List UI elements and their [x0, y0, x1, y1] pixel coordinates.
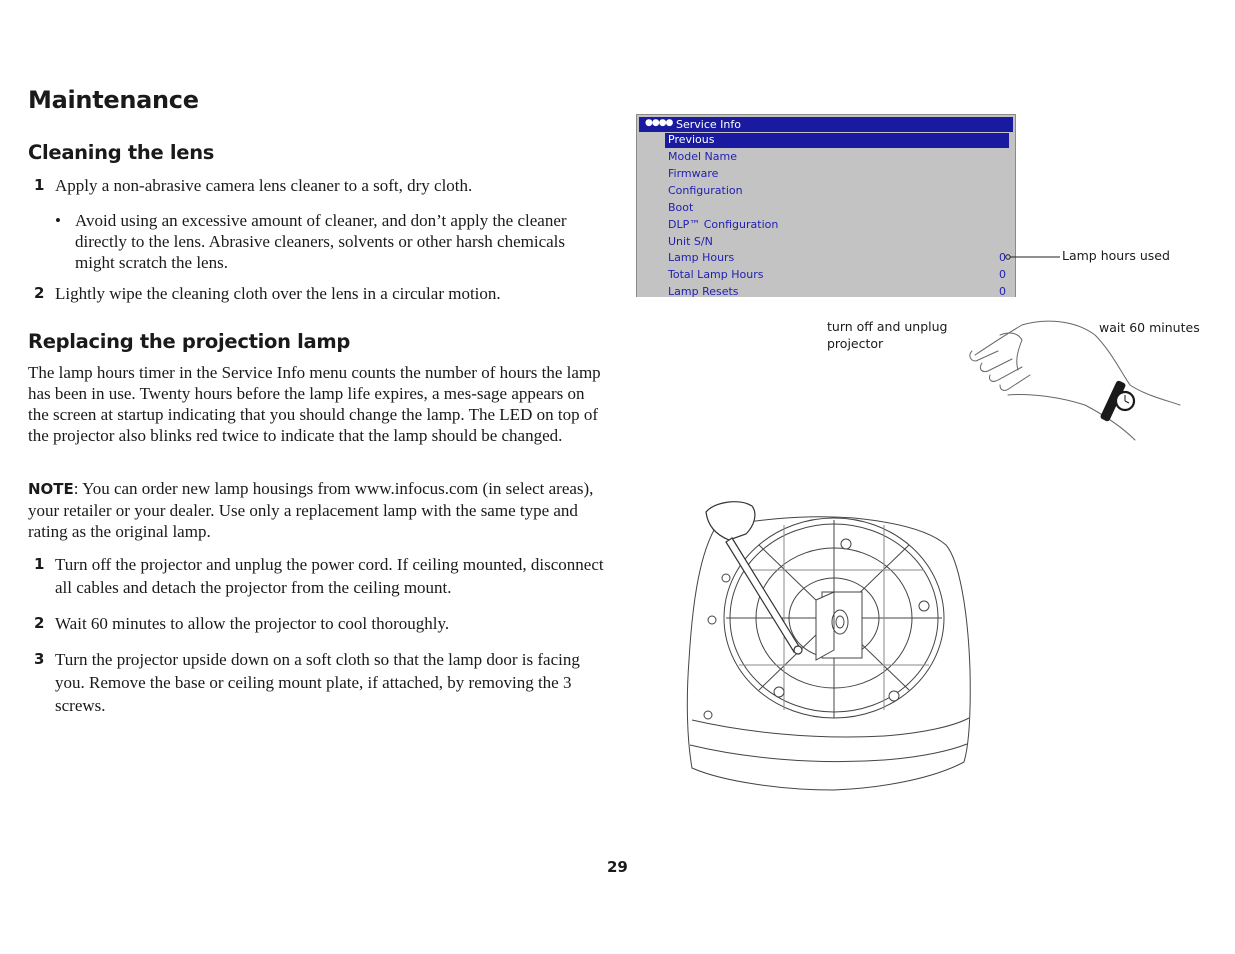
- section-title-lamp: Replacing the projection lamp: [28, 330, 351, 353]
- menu-dots-icon: ●●●●: [645, 118, 673, 128]
- watch-icon: [1100, 380, 1134, 422]
- step-text: Wait 60 minutes to allow the projector to cool thoroughly.: [55, 614, 450, 633]
- callout-turn-off: [827, 318, 947, 352]
- callout-line: projector: [827, 336, 884, 351]
- menu-item-label: Previous: [668, 133, 715, 146]
- step-text: Lightly wipe the cleaning cloth over the lens in a circular motion.: [55, 284, 501, 303]
- page-number: 29: [607, 858, 628, 876]
- menu-item-configuration: [667, 184, 1012, 199]
- menu-item-model-name: [667, 150, 1012, 165]
- menu-item-lamp-hours: [667, 251, 1012, 266]
- step-text: Apply a non-abrasive camera lens cleaner to a soft, dry cloth.: [55, 176, 473, 195]
- menu-item-label: Configuration: [668, 184, 743, 197]
- callout-lamp-hours-used: Lamp hours used: [1062, 248, 1170, 263]
- step-number: 1: [34, 176, 45, 194]
- menu-item-dlp-configuration: [667, 218, 1012, 233]
- menu-item-label: Total Lamp Hours: [668, 268, 764, 281]
- menu-item-lamp-resets: [667, 285, 1012, 297]
- menu-item-previous: [665, 133, 1009, 148]
- menu-title-bar: [639, 117, 1013, 132]
- menu-item-label: Unit S/N: [668, 235, 713, 248]
- callout-line: turn off and unplug: [827, 319, 948, 334]
- step-text: Turn off the projector and unplug the power cord. If ceiling mounted, disconnect all cables and detach the projector from the ceiling mount.: [55, 555, 604, 597]
- menu-item-boot: [667, 201, 1012, 216]
- lamp-intro: The lamp hours timer in the Service Info menu counts the number of hours the lamp has been in use. Twenty hours before the lamp life expires, a mes-sage appears on the screen at startup indicating that you should change the lamp. The LED on top of the projector also blinks red twice to indicate that the lamp should be changed.: [28, 363, 601, 445]
- menu-item-label: DLP™ Configuration: [668, 218, 779, 231]
- menu-title: Service Info: [676, 118, 741, 131]
- menu-item-value: 0: [999, 268, 1006, 281]
- menu-item-value: 0: [999, 285, 1006, 297]
- step-number: 1: [34, 555, 45, 573]
- step-text: Turn the projector upside down on a soft cloth so that the lamp door is facing you. Remove the base or ceiling mount plate, if attached, by removing the 3 screws.: [55, 650, 580, 715]
- step-number: 3: [34, 650, 45, 668]
- menu-item-firmware: [667, 167, 1012, 182]
- hand-watch-illustration: [960, 315, 1190, 450]
- projector-underside-illustration: [684, 500, 974, 792]
- menu-item-label: Lamp Hours: [668, 251, 735, 264]
- menu-item-total-lamp-hours: [667, 268, 1012, 283]
- step-number: 2: [34, 614, 45, 632]
- menu-item-label: Lamp Resets: [668, 285, 739, 297]
- menu-item-label: Boot: [668, 201, 694, 214]
- menu-item-unit-sn: [667, 235, 1012, 250]
- section-title-cleaning: Cleaning the lens: [28, 141, 215, 164]
- service-info-menu: [636, 114, 1016, 297]
- menu-item-value: 0: [999, 251, 1006, 264]
- note-label: NOTE: [28, 480, 74, 498]
- menu-item-label: Firmware: [668, 167, 719, 180]
- screwdriver-icon: [706, 502, 802, 654]
- note-text: : You can order new lamp housings from www.infocus.com (in select areas), your retailer or your dealer. Use only a replacement lamp with the same type and rating as the original lamp.: [28, 479, 594, 541]
- bullet-text: Avoid using an excessive amount of cleaner, and don’t apply the cleaner directly to the lens. Abrasive cleaners, solvents or other harsh chemicals might scratch the lens.: [75, 211, 567, 272]
- note: [28, 478, 603, 542]
- menu-item-label: Model Name: [668, 150, 737, 163]
- step-number: 2: [34, 284, 45, 302]
- bullet-dot: •: [55, 211, 61, 230]
- callout-leader-line: [1004, 250, 1064, 264]
- page-title: Maintenance: [28, 86, 199, 114]
- callout-wait: wait 60 minutes: [1099, 320, 1200, 335]
